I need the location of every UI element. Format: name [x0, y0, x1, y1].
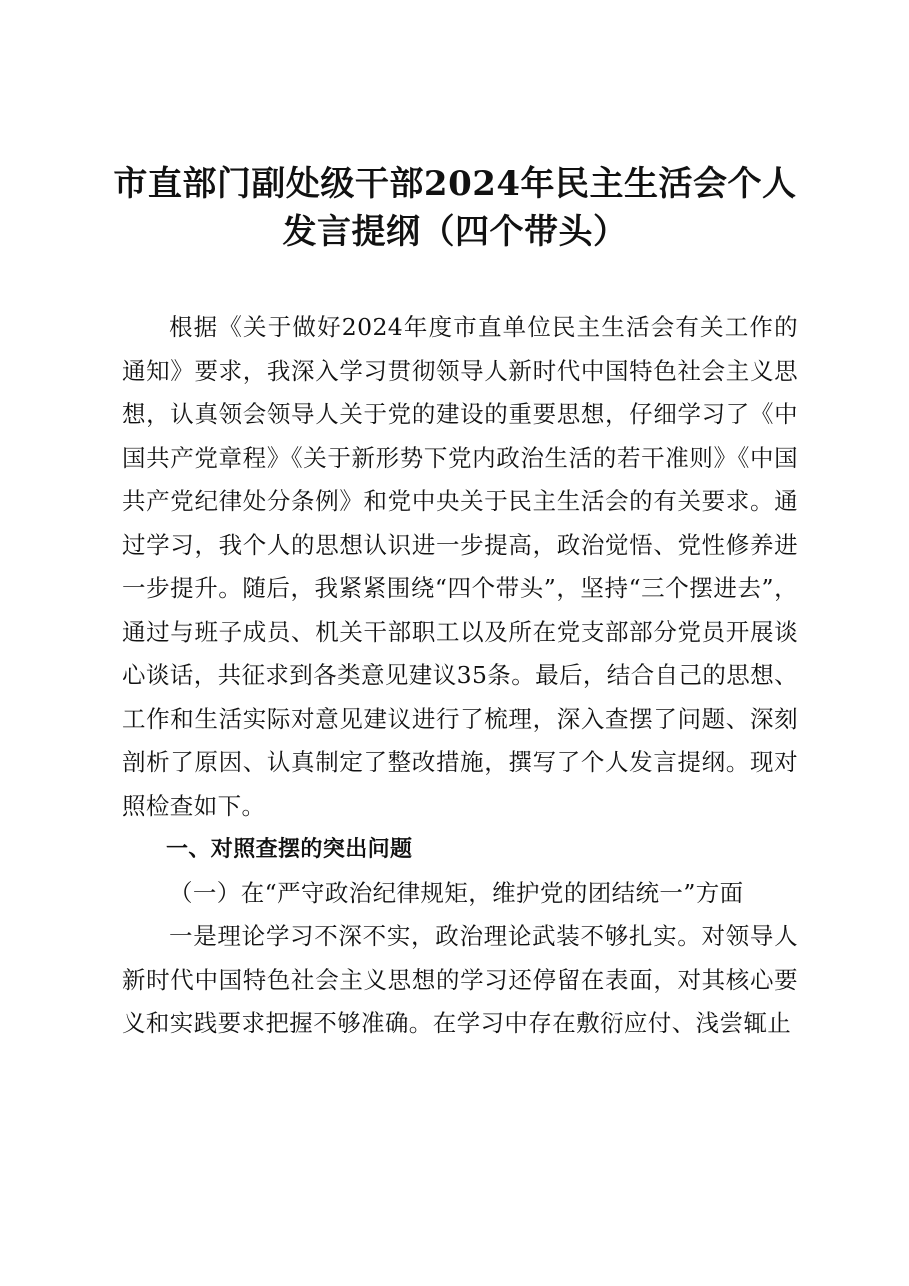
subsection-paragraph: 一是理论学习不深不实，政治理论武装不够扎实。对领导人新时代中国特色社会主义思想的学习还停留在表面，对其核心要义和实践要求把握不够准确。在学习中存在敷衍应付、浅尝辄止: [122, 922, 798, 1037]
intro-paragraph: 根据《关于做好2024年度市直单位民主生活会有关工作的通知》要求，我深入学习贯彻领导人新时代中国特色社会主义思想，认真领会领导人关于党的建设的重要思想，仔细学习了《中国共产党章程》《关于新形势下党内政治生活的若干准则》《中国共产党纪律处分条例》和党中央关于民主生活会的有关要求。通过学习，我个人的思想认识进一步提高，政治觉悟、党性修养进一步提升。随后，我紧紧围绕“四个带头”，坚持“三个摆进去”，通过与班子成员、机关干部职工以及所在党支部部分党员开展谈心谈话，共征求到各类意见建议35条。最后，结合自己的思想、工作和生活实际对意见建议进行了梳理，深入查摆了问题、深刻剖析了原因、认真制定了整改措施，撰写了个人发言提纲。现对照检查如下。: [122, 313, 799, 820]
document-body: [122, 306, 798, 1046]
section-heading: 一、对照查摆的突出问题: [166, 837, 413, 862]
subsection-heading: （一）在“严守政治纪律规矩，维护党的团结统一”方面: [169, 878, 744, 907]
document-title: 市直部门副处级干部2024年民主生活会个人发言提纲（四个带头）: [113, 164, 797, 252]
